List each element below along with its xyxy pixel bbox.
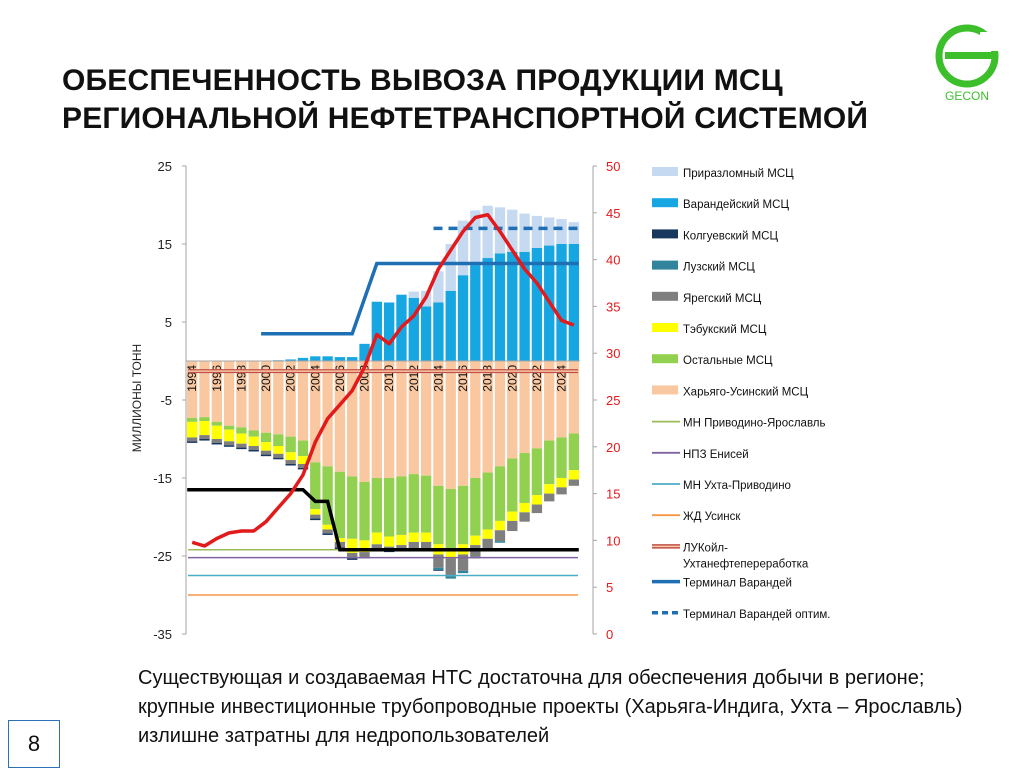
- bar-segment: [261, 433, 271, 442]
- bar-segment: [495, 541, 505, 543]
- bar-segment: [212, 439, 222, 443]
- bar-segment: [433, 554, 443, 567]
- bar-segment: [532, 216, 542, 248]
- x-tick-label: 2022: [529, 365, 544, 392]
- bar-segment: [187, 418, 197, 422]
- bar-segment: [249, 450, 259, 452]
- bar-segment: [187, 437, 197, 441]
- bar-segment: [495, 361, 505, 466]
- bar-segment: [236, 427, 246, 433]
- bar-segment: [421, 542, 431, 549]
- bar-segment: [569, 470, 579, 479]
- legend-label: МН Приводино-Ярославль: [683, 417, 826, 430]
- bar-segment: [396, 535, 406, 545]
- y-tick-label: -5: [160, 393, 172, 408]
- bar-segment: [322, 525, 332, 530]
- bar-segment: [421, 306, 431, 361]
- y-tick-label: -35: [153, 627, 172, 642]
- bar-segment: [446, 489, 456, 548]
- bar-segment: [470, 536, 480, 545]
- bar-segment: [273, 454, 283, 458]
- x-tick-label: 2020: [505, 365, 520, 392]
- legend-label: Остальные МСЦ: [683, 355, 773, 368]
- x-tick-label: 2006: [332, 365, 347, 392]
- y2-tick-label: 30: [606, 346, 621, 362]
- bar-segment: [409, 542, 419, 548]
- bar-segment: [532, 448, 542, 495]
- bar-segment: [322, 533, 332, 535]
- bar-segment: [236, 434, 246, 444]
- x-tick-label: 2018: [480, 365, 495, 392]
- bar-segment: [335, 472, 345, 538]
- bar-segment: [298, 441, 308, 457]
- bar-segment: [384, 478, 394, 537]
- bar-segment: [482, 529, 492, 538]
- bar-segment: [359, 482, 369, 541]
- bar-segment: [409, 292, 419, 298]
- bar-segment: [458, 571, 468, 573]
- bar-segment: [372, 478, 382, 533]
- bar-segment: [347, 357, 357, 361]
- bar-segment: [396, 361, 406, 476]
- bar-segment: [236, 444, 246, 448]
- x-tick-label: 2016: [456, 365, 471, 392]
- bar-segment: [187, 422, 197, 438]
- y2-tick-label: 20: [606, 439, 621, 455]
- legend-label: ЖД Усинск: [683, 511, 741, 524]
- bar-segment: [519, 503, 529, 512]
- legend-item: [652, 354, 773, 367]
- bar-segment: [310, 519, 320, 521]
- bar-segment: [519, 453, 529, 503]
- legend-swatch: [652, 292, 678, 301]
- legend-label: НПЗ Енисей: [683, 448, 749, 461]
- legend-item: [652, 229, 778, 242]
- bar-segment: [212, 422, 222, 426]
- bar-segment: [199, 421, 209, 435]
- bar-segment: [224, 426, 234, 430]
- bar-segment: [310, 509, 320, 514]
- bar-segment: [322, 356, 332, 361]
- y-axis-title: МИЛЛИОНЫ ТОНН: [130, 343, 144, 453]
- legend-label: Приразломный МСЦ: [683, 168, 794, 180]
- bar-segment: [458, 486, 468, 545]
- bar-segment: [446, 361, 456, 489]
- y2-tick-label: 10: [606, 533, 621, 549]
- bar-segment: [556, 487, 566, 494]
- bar-segment: [470, 478, 480, 536]
- legend-swatch: [652, 167, 678, 176]
- page-title-line-2: РЕГИОНАЛЬНОЙ НЕФТЕТРАНСПОРТНОЙ СИСТЕМОЙ: [62, 102, 869, 135]
- bar-segment: [261, 455, 271, 457]
- bar-segment: [347, 361, 357, 476]
- legend-swatch: [652, 261, 678, 270]
- legend-item: [652, 198, 789, 211]
- bar-segment: [249, 430, 259, 436]
- bar-segment: [507, 512, 517, 521]
- bar-segment: [446, 558, 456, 576]
- bar-segment: [261, 442, 271, 451]
- bar-segment: [458, 275, 468, 361]
- legend-item: [652, 480, 791, 492]
- y-tick-label: 5: [164, 315, 172, 330]
- bar-segment: [347, 558, 357, 560]
- legend-item: [652, 292, 762, 305]
- y2-tick-label: 5: [606, 580, 614, 596]
- bar-segment: [421, 476, 431, 533]
- logo-text: GECON: [944, 89, 990, 102]
- legend-label: Колгуевский МСЦ: [683, 230, 778, 243]
- bar-segment: [495, 530, 505, 541]
- y2-tick-label: 35: [606, 299, 621, 315]
- x-tick-label: 1994: [185, 365, 200, 392]
- bar-segment: [310, 356, 320, 361]
- y2-tick-label: 25: [606, 393, 621, 408]
- y2-tick-label: 50: [606, 159, 621, 174]
- y-tick-label: -25: [153, 549, 172, 564]
- bar-segment: [199, 417, 209, 421]
- legend-label: Харьяго-Усинский МСЦ: [683, 386, 809, 399]
- bar-segment: [224, 441, 234, 445]
- bar-segment: [495, 521, 505, 530]
- bar-segment: [544, 217, 554, 245]
- bar-segment: [569, 244, 579, 361]
- bar-segment: [224, 445, 234, 447]
- x-tick-label: 2000: [259, 365, 274, 392]
- bar-segment: [556, 478, 566, 487]
- legend-swatch: [652, 323, 678, 332]
- bar-segment: [482, 473, 492, 530]
- bar-segment: [396, 476, 406, 535]
- legend-swatch: [652, 229, 678, 238]
- bar-segment: [433, 486, 443, 545]
- bar-segment: [285, 452, 295, 460]
- x-tick-label: 2014: [431, 365, 446, 392]
- legend-item: [652, 578, 792, 590]
- bar-segment: [224, 430, 234, 442]
- legend-swatch: [652, 198, 678, 207]
- legend-item: [652, 261, 755, 274]
- bar-segment: [507, 459, 517, 512]
- x-tick-label: 2008: [357, 365, 372, 392]
- bar-segment: [569, 480, 579, 486]
- bar-segment: [249, 446, 259, 450]
- legend-item: [652, 418, 826, 430]
- bar-segment: [310, 515, 320, 519]
- page-title-line-1: ОБЕСПЕЧЕННОСТЬ ВЫВОЗА ПРОДУКЦИИ МСЦ: [62, 64, 783, 97]
- bar-segment: [556, 437, 566, 478]
- y-tick-label: 15: [157, 237, 172, 252]
- x-tick-label: 1996: [209, 365, 224, 392]
- legend-item: [652, 385, 809, 398]
- bar-segment: [433, 568, 443, 570]
- bar-segment: [372, 361, 382, 478]
- bar-segment: [285, 464, 295, 466]
- legend-label: Терминал Варандей оптим.: [683, 608, 831, 621]
- bar-segment: [249, 437, 259, 446]
- bar-segment: [507, 521, 517, 531]
- bar-segment: [273, 458, 283, 460]
- legend-item: [652, 511, 741, 523]
- bar-segment: [335, 357, 345, 361]
- bar-segment: [384, 537, 394, 547]
- legend-item: [652, 167, 794, 180]
- bar-segment: [495, 466, 505, 521]
- legend-label: Ярегский МСЦ: [683, 292, 762, 305]
- bar-segment: [544, 441, 554, 485]
- bar-segment: [199, 439, 209, 441]
- bar-segment: [384, 303, 394, 362]
- legend-item: [652, 609, 831, 621]
- bar-segment: [470, 265, 480, 361]
- bar-segment: [470, 361, 480, 478]
- y2-tick-label: 0: [606, 627, 614, 642]
- x-tick-label: 1998: [234, 365, 249, 392]
- bar-segment: [482, 258, 492, 361]
- bar-segment: [569, 222, 579, 244]
- bar-segment: [261, 451, 271, 455]
- x-tick-label: 2012: [406, 365, 421, 392]
- bar-segment: [409, 474, 419, 532]
- bar-segment: [372, 302, 382, 361]
- x-tick-label: 2010: [382, 365, 397, 392]
- bar-segment: [199, 435, 209, 439]
- legend-label: Ухтанефтепереработка: [683, 558, 809, 571]
- bar-segment: [519, 361, 529, 453]
- legend-label: Варандейский МСЦ: [683, 199, 789, 212]
- legend-label: Терминал Варандей: [683, 577, 792, 590]
- bar-segment: [187, 441, 197, 443]
- x-tick-label: 2002: [283, 365, 298, 392]
- bar-segment: [347, 476, 357, 538]
- bar-segment: [421, 361, 431, 476]
- x-tick-label: 2004: [308, 365, 323, 392]
- bar-segment: [273, 446, 283, 454]
- bar-segment: [519, 214, 529, 252]
- bar-segment: [372, 533, 382, 545]
- bar-segment: [507, 252, 517, 361]
- bar-segment: [519, 512, 529, 521]
- legend-label: МН Ухта-Приводино: [683, 480, 791, 492]
- y2-tick-label: 15: [606, 486, 621, 502]
- legend-label: ЛУКойл-: [683, 542, 728, 555]
- bar-segment: [322, 529, 332, 533]
- page-number: 8: [8, 720, 60, 768]
- x-tick-label: 2024: [554, 365, 569, 392]
- legend-label: Лузский МСЦ: [683, 261, 755, 274]
- bar-segment: [273, 434, 283, 446]
- y2-tick-label: 40: [606, 252, 621, 268]
- bar-segment: [433, 303, 443, 362]
- legend-item: [652, 542, 809, 570]
- bar-segment: [212, 426, 222, 439]
- bar-segment: [433, 570, 443, 571]
- bar-segment: [556, 244, 566, 361]
- legend-swatch: [652, 354, 678, 363]
- bar-segment: [421, 533, 431, 542]
- legend-swatch: [652, 385, 678, 394]
- bar-segment: [212, 443, 222, 445]
- bar-segment: [409, 533, 419, 542]
- bar-segment: [532, 505, 542, 514]
- bar-segment: [359, 552, 369, 557]
- bar-segment: [236, 448, 246, 450]
- y-tick-label: -15: [153, 471, 172, 486]
- y-tick-label: 25: [157, 159, 172, 174]
- legend-label: Тэбукский МСЦ: [683, 324, 767, 336]
- bar-segment: [544, 484, 554, 493]
- bar-segment: [544, 494, 554, 502]
- legend-item: [652, 449, 749, 461]
- bar-segment: [569, 434, 579, 471]
- bar-segment: [285, 437, 295, 453]
- caption: Существующая и создаваемая НТС достаточна для обеспечения добычи в регионе; крупные инвестиционные трубопроводные проекты (Харьяга-Индига, Ухта – Ярославль) излишне затратны для недропользователей: [138, 667, 963, 747]
- bar-segment: [285, 460, 295, 464]
- bar-segment: [446, 291, 456, 361]
- bar-segment: [495, 253, 505, 361]
- legend-item: [652, 323, 767, 336]
- bar-segment: [446, 576, 456, 578]
- bar-segment: [556, 219, 566, 244]
- bar-segment: [532, 495, 542, 504]
- y2-tick-label: 45: [606, 205, 621, 221]
